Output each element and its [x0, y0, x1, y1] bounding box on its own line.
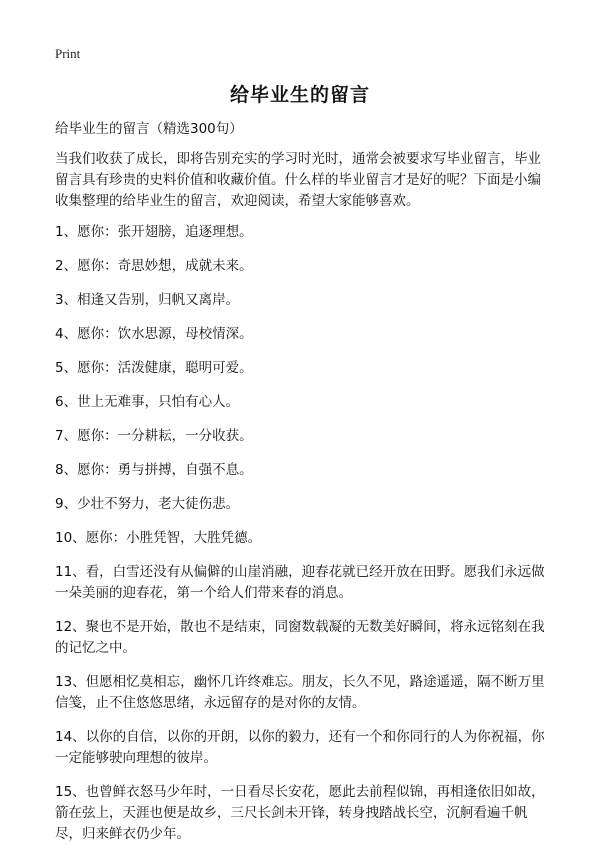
list-item: 5、愿你：活泼健康，聪明可爱。 [55, 360, 253, 376]
list-item: 10、愿你：小胜凭智，大胜凭德。 [55, 530, 262, 546]
page-title: 给毕业生的留言 [229, 84, 370, 106]
list-item: 14、以你的自信，以你的开朗，以你的毅力，还有一个和你同行的人为你祝福，你一定能够驶向理想的彼岸。 [55, 729, 545, 766]
list-item: 7、愿你：一分耕耘，一分收获。 [55, 428, 253, 444]
list-item: 15、也曾鲜衣怒马少年时，一日看尽长安花，愿此去前程似锦，再相逢依旧如故，箭在弦上，天涯也便是故乡，三尺长剑未开锋，转身拽踏战长空，沉舸看遍千帆尽，归来鲜衣仍少年。 [55, 784, 545, 842]
intro-paragraph: 当我们收获了成长，即将告别充实的学习时光时，通常会被要求写毕业留言，毕业留言具有珍贵的史料价值和收藏价值。什么样的毕业留言才是好的呢？下面是小编收集整理的给毕业生的留言，欢迎阅读，希望大家能够喜欢。 [55, 151, 541, 209]
document-body [55, 119, 550, 858]
list-item: 1、愿你：张开翅膀，追逐理想。 [55, 224, 253, 240]
list-item: 12、聚也不是开始，散也不是结束，同窗数载凝的无数美好瞬间，将永远铭刻在我的记忆之中。 [55, 619, 545, 656]
list-item: 11、看，白雪还没有从偏僻的山崖消融，迎春花就已经开放在田野。愿我们永远做一朵美丽的迎春花，第一个给人们带来春的消息。 [55, 564, 545, 601]
document-subtitle: 给毕业生的留言（精选300句） [55, 121, 243, 137]
list-item: 13、但愿相忆莫相忘，幽怀几许终难忘。朋友，长久不见，路途遥遥，隔不断万里信笺，止不住悠悠思绪，永远留存的是对你的友情。 [55, 674, 545, 711]
print-link[interactable]: Print [55, 46, 81, 61]
list-item: 9、少壮不努力，老大徒伤悲。 [55, 496, 240, 512]
list-item: 8、愿你：勇与拼搏，自强不息。 [55, 462, 253, 478]
list-item: 6、世上无难事，只怕有心人。 [55, 394, 240, 410]
list-item: 4、愿你：饮水思源，母校情深。 [55, 326, 253, 342]
list-item: 3、相逢又告别，归帆又离岸。 [55, 292, 240, 308]
list-item: 2、愿你：奇思妙想，成就未来。 [55, 258, 253, 274]
